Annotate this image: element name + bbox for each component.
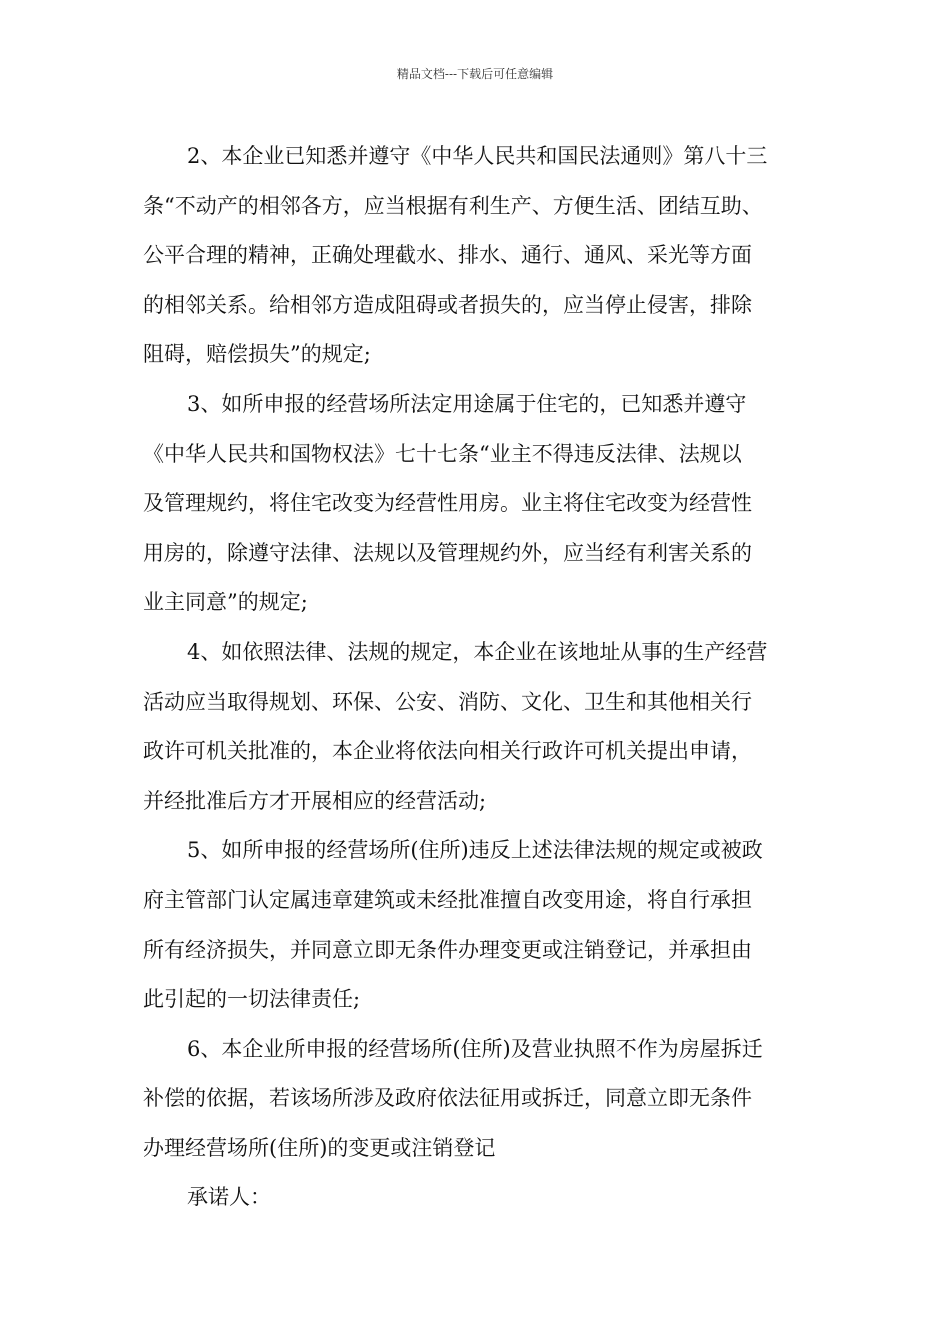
- signatory-line: [143, 1173, 819, 1223]
- text-line: 用房的，除遵守法律、法规以及管理规约外，应当经有利害关系的: [143, 540, 752, 565]
- text-line: 及管理规约，将住宅改变为经营性用房。业主将住宅改变为经营性: [143, 491, 752, 516]
- text-line: 办理经营场所(住所)的变更或注销登记: [143, 1135, 496, 1160]
- text-line: 2、本企业已知悉并遵守《中华人民共和国民法通则》第八十三: [187, 144, 768, 168]
- text-line: 6、本企业所申报的经营场所(住所)及营业执照不作为房屋拆迁: [187, 1036, 763, 1061]
- text-line: 此引起的一切法律责任;: [143, 987, 361, 1012]
- text-line: 的相邻关系。给相邻方造成阻碍或者损失的，应当停止侵害，排除: [143, 292, 752, 317]
- text-line: 业主同意”的规定;: [143, 590, 308, 615]
- text-line: 补偿的依据，若该场所涉及政府依法征用或拆迁，同意立即无条件: [143, 1086, 752, 1111]
- signatory-label: 承诺人：: [187, 1185, 271, 1210]
- text-line: 府主管部门认定属违章建筑或未经批准擅自改变用途，将自行承担: [143, 887, 752, 912]
- text-line: 3、如所申报的经营场所法定用途属于住宅的，已知悉并遵守: [187, 391, 747, 416]
- text-line: 条“不动产的相邻各方，应当根据有利生产、方便生活、团结互助、: [143, 193, 763, 218]
- text-line: 4、如依照法律、法规的规定，本企业在该地址从事的生产经营: [187, 639, 768, 664]
- clause-5: [143, 826, 819, 1024]
- text-line: 活动应当取得规划、环保、公安、消防、文化、卫生和其他相关行: [143, 689, 752, 714]
- page-header: 精品文档---下载后可任意编辑: [396, 67, 554, 81]
- text-line: 政许可机关批准的，本企业将依法向相关行政许可机关提出申请，: [143, 739, 752, 764]
- clause-3: [143, 380, 819, 628]
- text-line: 《中华人民共和国物权法》七十七条“业主不得违反法律、法规以: [143, 441, 742, 466]
- text-line: 并经批准后方才开展相应的经营活动;: [143, 788, 487, 813]
- text-line: 阻碍，赔偿损失”的规定;: [143, 342, 371, 367]
- clause-4: [143, 628, 819, 826]
- document-body: [143, 132, 819, 1223]
- clause-6: [143, 1025, 819, 1174]
- text-line: 公平合理的精神，正确处理截水、排水、通行、通风、采光等方面: [143, 243, 752, 268]
- text-line: 5、如所申报的经营场所(住所)违反上述法律法规的规定或被政: [187, 838, 763, 863]
- clause-2: [143, 132, 819, 380]
- text-line: 所有经济损失，并同意立即无条件办理变更或注销登记，并承担由: [143, 937, 752, 962]
